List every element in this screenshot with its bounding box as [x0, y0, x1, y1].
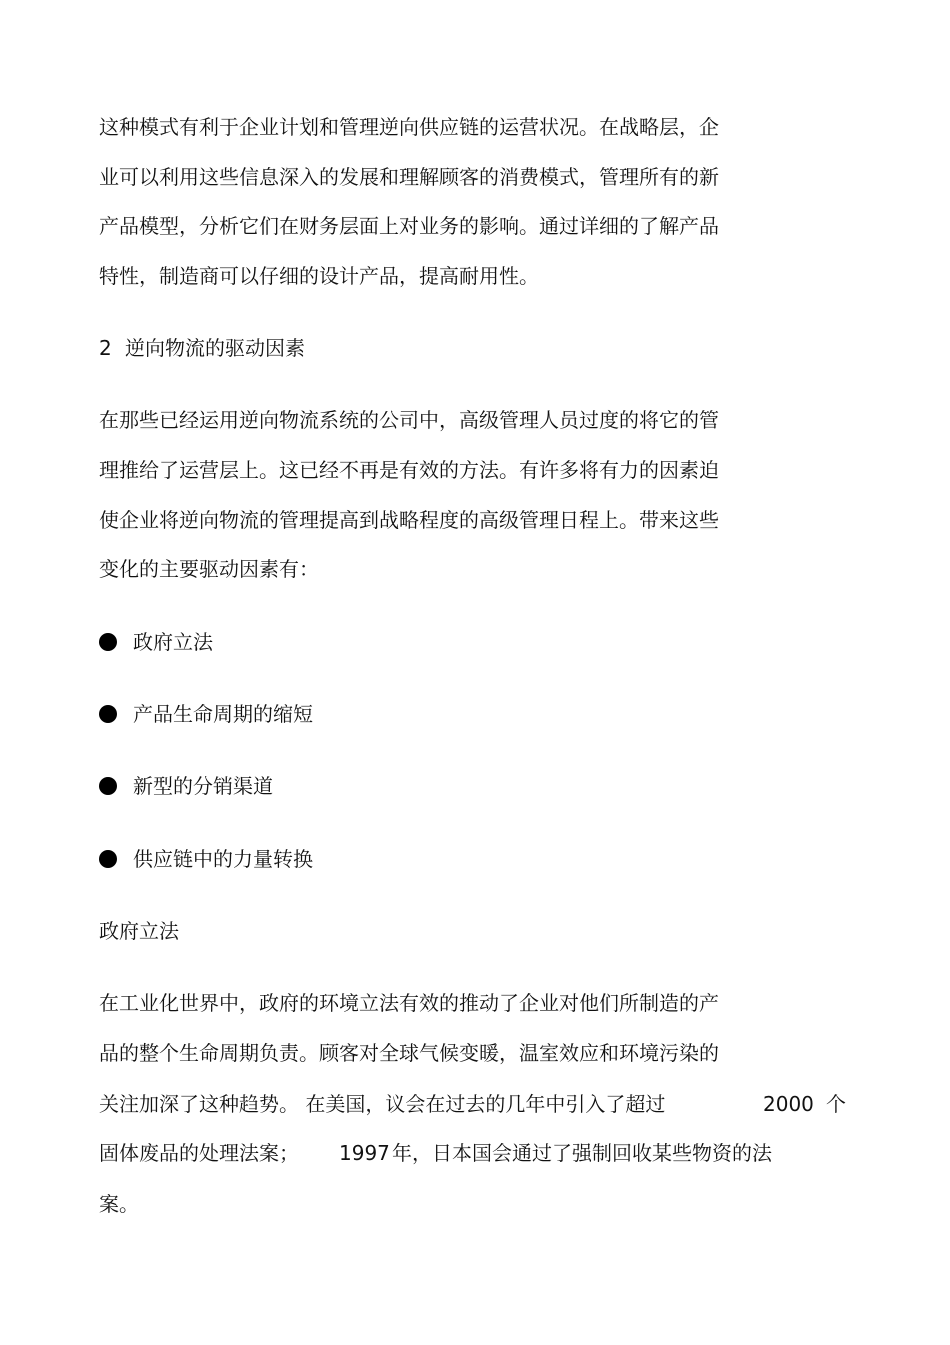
paragraph2-line: 变化的主要驱动因素有：	[99, 557, 319, 581]
subheading: 政府立法	[99, 919, 179, 943]
paragraph3-line-end: 个	[826, 1092, 846, 1116]
bullet-dot-icon	[99, 777, 117, 795]
bullet-label: 政府立法	[133, 630, 213, 654]
number-2000: 2000	[763, 1092, 814, 1116]
bullet-dot-icon	[99, 705, 117, 723]
section-title: 逆向物流的驱动因素	[125, 336, 305, 360]
bullet-dot-icon	[99, 850, 117, 868]
section-number: 2	[99, 336, 112, 360]
number-1997: 1997	[339, 1141, 390, 1165]
bullet-item	[99, 701, 313, 727]
bullet-dot-icon	[99, 633, 117, 651]
paragraph3-line: 品的整个生命周期负责。顾客对全球气候变暖，温室效应和环境污染的	[99, 1041, 719, 1065]
section-heading	[99, 335, 305, 361]
bullet-label: 产品生命周期的缩短	[133, 702, 313, 726]
bullet-item	[99, 846, 313, 872]
paragraph1-line: 产品模型，分析它们在财务层面上对业务的影响。通过详细的了解产品	[99, 214, 719, 238]
paragraph3-line: 固体废品的处理法案；	[99, 1141, 299, 1165]
paragraph1-line: 这种模式有利于企业计划和管理逆向供应链的运营状况。在战略层，企	[99, 115, 719, 139]
paragraph3-line: 在工业化世界中，政府的环境立法有效的推动了企业对他们所制造的产	[99, 991, 719, 1015]
paragraph3-line: 关注加深了这种趋势。 在美国，议会在过去的几年中引入了超过	[99, 1092, 666, 1116]
bullet-label: 供应链中的力量转换	[133, 847, 313, 871]
paragraph1-line: 业可以利用这些信息深入的发展和理解顾客的消费模式，管理所有的新	[99, 165, 719, 189]
paragraph2-line: 使企业将逆向物流的管理提高到战略程度的高级管理日程上。带来这些	[99, 508, 719, 532]
bullet-label: 新型的分销渠道	[133, 774, 273, 798]
paragraph2-line: 理推给了运营层上。这已经不再是有效的方法。有许多将有力的因素迫	[99, 458, 719, 482]
paragraph1-line: 特性，制造商可以仔细的设计产品，提高耐用性。	[99, 264, 539, 288]
bullet-item	[99, 773, 273, 799]
paragraph3-line: 案。	[99, 1192, 139, 1216]
paragraph2-line: 在那些已经运用逆向物流系统的公司中，高级管理人员过度的将它的管	[99, 408, 719, 432]
paragraph3-line-rest: 年，日本国会通过了强制回收某些物资的法	[392, 1141, 772, 1165]
bullet-item	[99, 629, 213, 655]
